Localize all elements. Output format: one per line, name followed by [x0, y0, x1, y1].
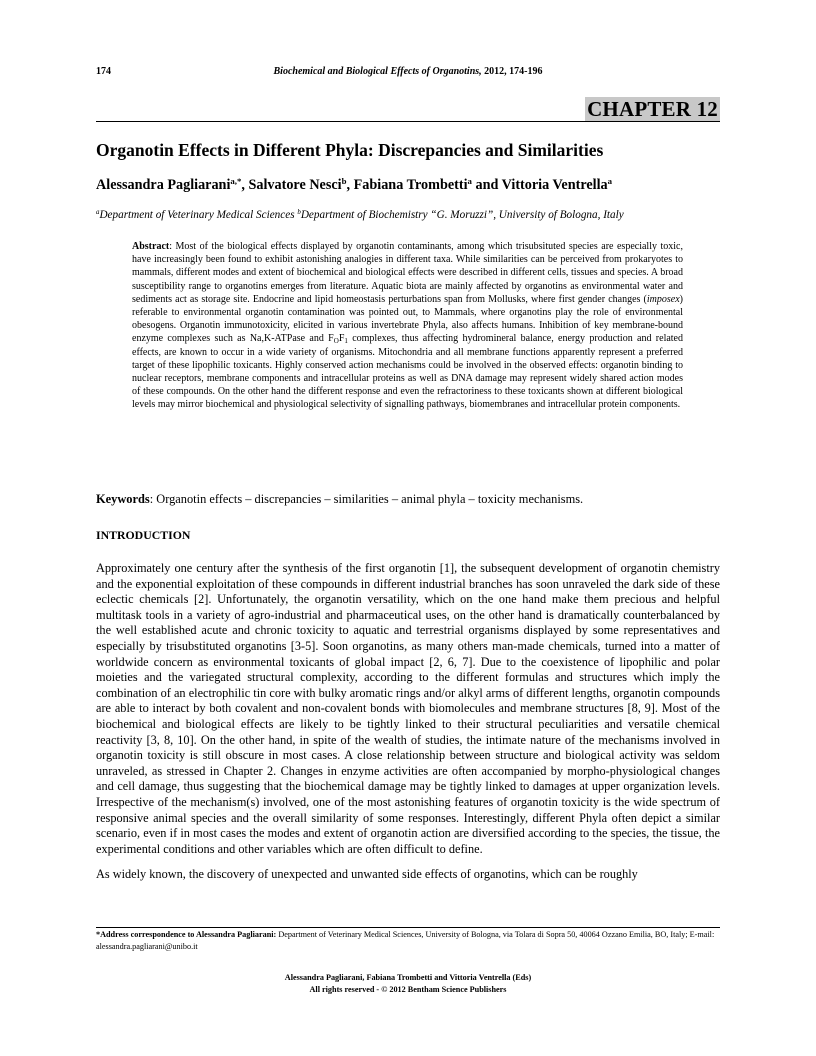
author-name: Salvatore Nesci	[248, 177, 342, 193]
journal-title: Biochemical and Biological Effects of Organotins, 2012, 174-196	[273, 66, 543, 77]
correspondence-footnote: *Address correspondence to Alessandra Pagliarani: Department of Veterinary Medical Sciences, University of Bologna, via Tolara di Sopra 50, 40064 Ozzano Emilia, BO, Italy; E-mail: alessandra.pagliarani@unibo.it	[96, 930, 715, 951]
paragraph: As widely known, the discovery of unexpected and unwanted side effects of organotins, which can be roughly	[96, 867, 638, 882]
author-name: Alessandra Pagliarani	[96, 177, 231, 193]
page-number: 174	[96, 66, 111, 77]
introduction-body	[96, 561, 720, 883]
author-list: Alessandra Pagliarani$^{a,*}$, Salvatore Nesci$^b$, Fabiana Trombetti$^a$ and Vittoria Ventrella$^a$	[96, 176, 613, 193]
chapter-rule	[96, 121, 720, 122]
article-title: Organotin Effects in Different Phyla: Discrepancies and Similarities	[96, 140, 604, 160]
abstract: Abstract: Most of the biological effects displayed by organotin contaminants, among which trisubsituted species are especially toxic, have increasingly been found to exhibit astonishing analogies in different taxa. While similarities can be perceived from prokaryotes to mammals, different modes and extent of biochemical and biological effects were described in different cells, tissues and species. A broad susceptibility range to organotins emerges from literature. Aquatic biota are mainly affected by organotins as environmental water and sediments act as storage site. Endocrine and lipid homeostasis perturbations span from Mollusks, where first gender changes (imposex) referable to environmental organotin contamination was pointed out, to Mammals, where organotins play the role of environmental obesogens. Organotin immunotoxicity, elicited in various invertebrate Phyla, also affects humans. Inhibition of key membrane-bound enzyme complexes such as Na,K-ATPase and $F_OF_1$ complexes, thus affecting hydromineral balance, energy production and related effects, are known to occur in a wide variety of organisms. Mitochondria and all membrane functions apparently represent a preferred target of these lipophilic toxicants. Highly conserved action mechanisms could be involved in the observed effects: organotin binding to nuclear receptors, membrane components and intracellular proteins as well as DNA damage may represent widely shared action modes of these compounds. On the other hand the different response and even the refractoriness to these toxicants shown at different biological levels may mirror biochemical and physiological selectivity of signalling pathways, biomembranes and intracellular protein components.	[132, 241, 684, 411]
keywords-label: Keywords	[96, 492, 150, 506]
footnote-rule	[96, 927, 720, 928]
paragraph: Approximately one century after the synthesis of the first organotin [1], the subsequent development of organotin chemistry and the exponential exploitation of these compounds in different industrial branches has soon unraveled the dark side of these eclectic chemicals [2]. Unfortunately, the organotin versatility, which on the one hand make them precious and helpful multitask tools in a variety of agro-industrial and pharmaceutical uses, on the other hand is dramatically counterbalanced by the well established acute and chronic toxicity to aquatic and terrestrial organisms displayed by some representatives and especially by trisubstituted organotins [3-5]. Soon organotins, as many others man-made chemicals, turned into a matter of worldwide concern as environmental toxicants of global impact [2, 6, 7]. Due to the coexistence of lipophilic and polar moieties and the variegated structural complexity, according to the different formulas and structures which imply the combination of an electrophilic tin core with bulky aromatic rings and/or alkyl arms of different lengths, organotin compounds are able to interact by both covalent and non-covalent bonds with biomolecules and membrane structures [8, 9]. Most of the biochemical and biological effects are likely to be tightly linked to their structural peculiarities and versatile chemical reactivity [3, 8, 10]. On the other hand, in spite of the wealth of studies, the intimate nature of the mechanisms involved in organotin toxicity is still obscure in most cases. A close relationship between structure and biological activity was seldom unraveled, as stressed in Chapter 2. Changes in enzyme activities are often accompanied by morpho-physiological changes and cell damage, thus suggesting that the biochemical damage may be tightly linked to damages at upper organization levels. Irrespective of the mechanism(s) involved, one of the most astonishing features of organotin toxicity is the wide spectrum of responsive animal species and the overall similarity of some responses. Interestingly, different Phyla often depict a similar scenario, even if in most cases the modes and extent of organotin action are diversified according to the species, the tissue, the experimental conditions and other variables which are often difficult to define.	[96, 561, 720, 856]
publisher-credit	[96, 972, 720, 995]
affiliations: $^a$Department of Veterinary Medical Sciences $^b$Department of Biochemistry “G. Moruzzi”, University of Bologna, Italy	[96, 208, 624, 221]
editors-line: Alessandra Pagliarani, Fabiana Trombetti and Vittoria Ventrella (Eds)	[284, 973, 532, 982]
rights-line: All rights reserved - © 2012 Bentham Science Publishers	[309, 984, 507, 994]
chapter-label: CHAPTER 12	[587, 97, 718, 121]
author-name: Fabiana Trombetti	[353, 177, 468, 193]
document-page	[96, 0, 720, 1056]
section-heading: INTRODUCTION	[96, 528, 191, 542]
abstract-label: Abstract	[132, 241, 170, 252]
keywords: Keywords: Organotin effects – discrepancies – similarities – animal phyla – toxicity mechanisms.	[96, 492, 584, 506]
author-name: Vittoria Ventrella	[501, 177, 608, 193]
